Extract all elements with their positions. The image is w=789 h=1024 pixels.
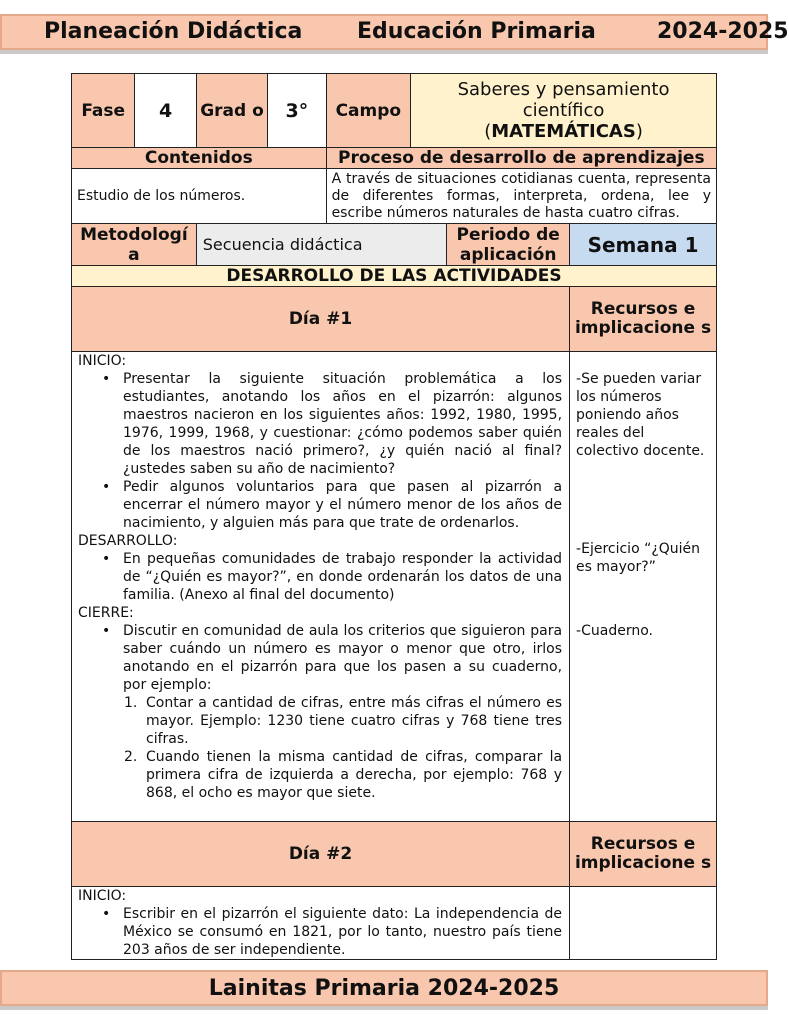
list-item: • Discutir en comunidad de aula los criterios que siguieron para saber cuándo un número es mayor o menor que otro, irlos anotando en el pizarrón para que los pasen a su cuaderno, por ejemplo: [102, 623, 563, 693]
list-item: • En pequeñas comunidades de trabajo responder la actividad de “¿Quién es mayor?”, en donde ordenarán los datos de una familia. (Anexo al final del documento) [102, 551, 563, 603]
numbered-item: 2. Cuando tienen la misma cantidad de cifras, comparar la primera cifra de izquierda a derecha, por ejemplo: 768 y 868, el ocho es mayor que siete. [124, 749, 563, 801]
fase-value: 4 [135, 74, 196, 148]
dia1-resource-item: -Cuaderno. [576, 623, 653, 639]
dia1-content-row [72, 352, 717, 822]
campo-value-line: Saberes y pensamiento científico [457, 79, 670, 121]
proceso-label: Proceso de desarrollo de aprendizajes [326, 148, 716, 169]
info-row [72, 74, 717, 148]
dia1-desarrollo-list [78, 550, 562, 604]
proceso-value: A través de situaciones cotidianas cuenta, representa de diferentes formas, interpreta, ordena, lee y escribe números naturales de hasta cuatro cifras. [326, 169, 716, 224]
metodologia-value: Secuencia didáctica [196, 224, 447, 266]
dia2-activities [72, 887, 570, 960]
contenidos-value: Estudio de los números. [72, 169, 327, 224]
dia1-resource-item: -Se pueden variar los números poniendo años reales del colectivo docente. [576, 371, 705, 459]
desarrollo-title-row [72, 266, 717, 287]
footer-banner [0, 970, 768, 1006]
periodo-label: Periodo de aplicación [447, 224, 570, 266]
dia1-resource-item: -Ejercicio “¿Quién es mayor?” [576, 541, 701, 575]
contenidos-row [72, 169, 717, 224]
grado-value: 3° [268, 74, 326, 148]
metodologia-label: Metodologí a [72, 224, 197, 266]
desarrollo-title: DESARROLLO DE LAS ACTIVIDADES [72, 266, 717, 287]
fase-label: Fase [72, 74, 135, 148]
dia1-cierre-list [78, 622, 562, 694]
campo-label: Campo [326, 74, 411, 148]
header-title-part1: Planeación Didáctica [44, 19, 303, 44]
dia2-title: Día #2 [72, 822, 570, 887]
campo-subject: MATEMÁTICAS [491, 121, 636, 142]
dia2-resources [570, 887, 717, 960]
campo-subject-close: ) [635, 121, 643, 142]
dia2-content-row [72, 887, 717, 960]
header-title-part3: 2024-2025 [657, 19, 789, 44]
planning-table [71, 73, 717, 960]
dia2-resources-title: Recursos e implicacione s [570, 822, 717, 887]
dia2-inicio-label: INICIO: [78, 888, 127, 904]
dia1-title: Día #1 [72, 287, 570, 352]
metodologia-row [72, 224, 717, 266]
list-item: • Pedir algunos voluntarios para que pasen al pizarrón a encerrar el número mayor y el número menor de los años de nacimiento, y alguien más para que trate de ordenarlos. [102, 479, 563, 531]
dia1-header-row [72, 287, 717, 352]
dia1-desarrollo-label: DESARROLLO: [78, 533, 178, 549]
contenidos-header-row [72, 148, 717, 169]
list-item: • Presentar la siguiente situación problemática a los estudiantes, anotando los años en el pizarrón: algunos maestros nacieron en los siguientes años: 1992, 1980, 1995, 1976, 1999, 1968, y cuestionar: ¿cómo podemos saber quién de los maestros nació primero?, ¿y quién nació al final? ¿ustedes saben su año de nacimiento? [102, 371, 563, 477]
dia2-inicio-list [78, 905, 562, 959]
list-item: • Escribir en el pizarrón el siguiente dato: La independencia de México se consumó en 1821, por lo tanto, nuestro país tiene 203 años de ser independiente. [102, 906, 563, 958]
dia1-resources-title: Recursos e implicacione s [570, 287, 717, 352]
contenidos-label: Contenidos [72, 148, 327, 169]
dia1-inicio-label: INICIO: [78, 353, 127, 369]
periodo-value: Semana 1 [570, 224, 717, 266]
dia1-cierre-numbered-list [78, 694, 562, 802]
grado-label: Grad o [196, 74, 267, 148]
header-title-part2: Educación Primaria [357, 19, 596, 44]
footer-title: Lainitas Primaria 2024-2025 [208, 975, 560, 1001]
dia1-cierre-label: CIERRE: [78, 605, 134, 621]
dia1-inicio-list [78, 370, 562, 532]
numbered-item: 1. Contar a cantidad de cifras, entre más cifras el número es mayor. Ejemplo: 1230 tiene cuatro cifras y 768 tiene tres cifras. [124, 695, 563, 747]
dia1-activities [72, 352, 570, 822]
campo-subject-open: ( [484, 121, 492, 142]
dia2-header-row [72, 822, 717, 887]
campo-value [411, 74, 717, 148]
dia1-resources [570, 352, 717, 822]
header-banner [0, 14, 789, 50]
